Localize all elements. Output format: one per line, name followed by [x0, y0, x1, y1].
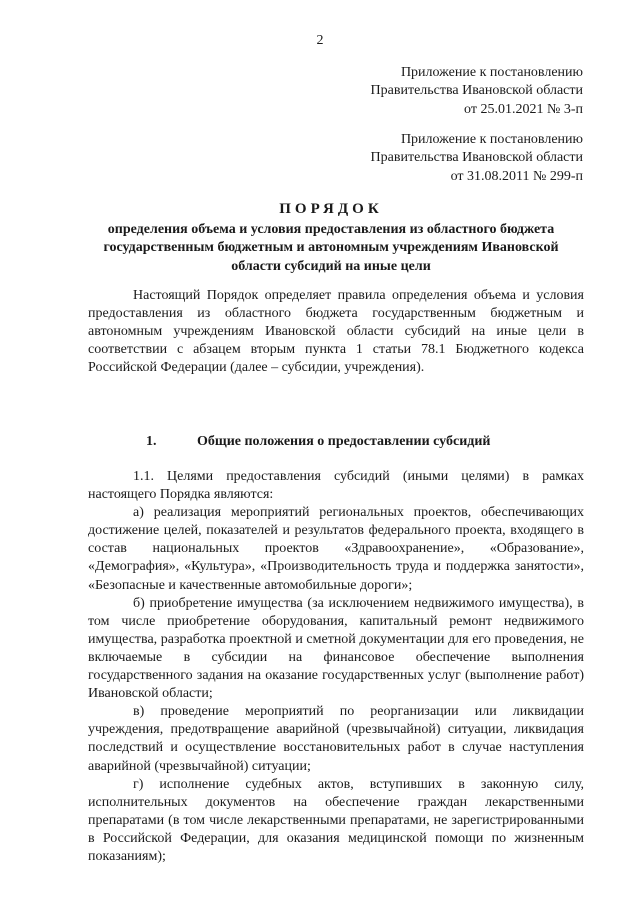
intro-paragraph: Настоящий Порядок определяет правила определения объема и условия предоставления из областного бюджета государственным бюджетным и автономным учреждениям Ивановской области субсидий на иные цели в соответствии с абзацем вторым пункта 1 статьи 78.1 Бюджетного кодекса Российской Федерации (далее – субсидии, учреждения). [88, 288, 584, 376]
document-subtitle: определения объема и условия предоставления из областного бюджета государственным бюджетным и автономным учреждениям Ивановской области субсидий на иные цели [103, 222, 559, 274]
appendix-line: Правительства Ивановской области [370, 83, 583, 99]
document-title: ПОРЯДОК [279, 201, 383, 217]
section-number: 1. [146, 434, 157, 449]
section-title: Общие положения о предоставлении субсидий [197, 434, 491, 449]
appendix-note-2021 [371, 64, 583, 119]
clause-1-1: 1.1. Целями предоставления субсидий (иными целями) в рамках настоящего Порядка являются: [88, 469, 584, 503]
appendix-line: Приложение к постановлению [400, 132, 583, 147]
appendix-line: от 25.01.2021 № 3-п [464, 101, 583, 117]
document-heading [80, 198, 582, 276]
page-number: 2 [316, 33, 324, 48]
appendix-line: Приложение к постановлению [400, 65, 583, 80]
appendix-line: Правительства Ивановской области [370, 150, 583, 166]
section-body [88, 468, 584, 866]
appendix-line: от 31.08.2011 № 299-п [450, 168, 583, 184]
clause-a: а) реализация мероприятий региональных проектов, обеспечивающих достижение целей, показателей и результатов федерального проекта, входящего в состав национальных проектов «Здравоохранение», «Образование», «Демография», «Культура», «Производительность труда и поддержка занятости», «Безопасные и качественные автомобильные дороги»; [88, 505, 584, 593]
intro-section [88, 287, 584, 377]
clause-g: г) исполнение судебных актов, вступивших в законную силу, исполнительных документов на обеспечение граждан лекарственными препаратами (в том числе лекарственными препаратами, не зарегистрированными в Российской Федерации, для оказания медицинской помощи по жизненным показаниям); [88, 776, 584, 864]
clause-v: в) проведение мероприятий по реорганизации или ликвидации учреждения, предотвращение аварийной (чрезвычайной) ситуации, ликвидация последствий и осуществление восстановительных работ в случае наступления аварийной (чрезвычайной) ситуации; [88, 704, 584, 774]
appendix-note-2011 [371, 131, 583, 186]
clause-b: б) приобретение имущества (за исключением недвижимого имущества), в том числе приобретение оборудования, капитальный ремонт недвижимого имущества, разработка проектной и сметной документации для его проведения, не включаемые в субсидии на финансовое обеспечение выполнения государственного задания на оказание государственных услуг (выполнение работ) Ивановской области; [88, 595, 584, 702]
